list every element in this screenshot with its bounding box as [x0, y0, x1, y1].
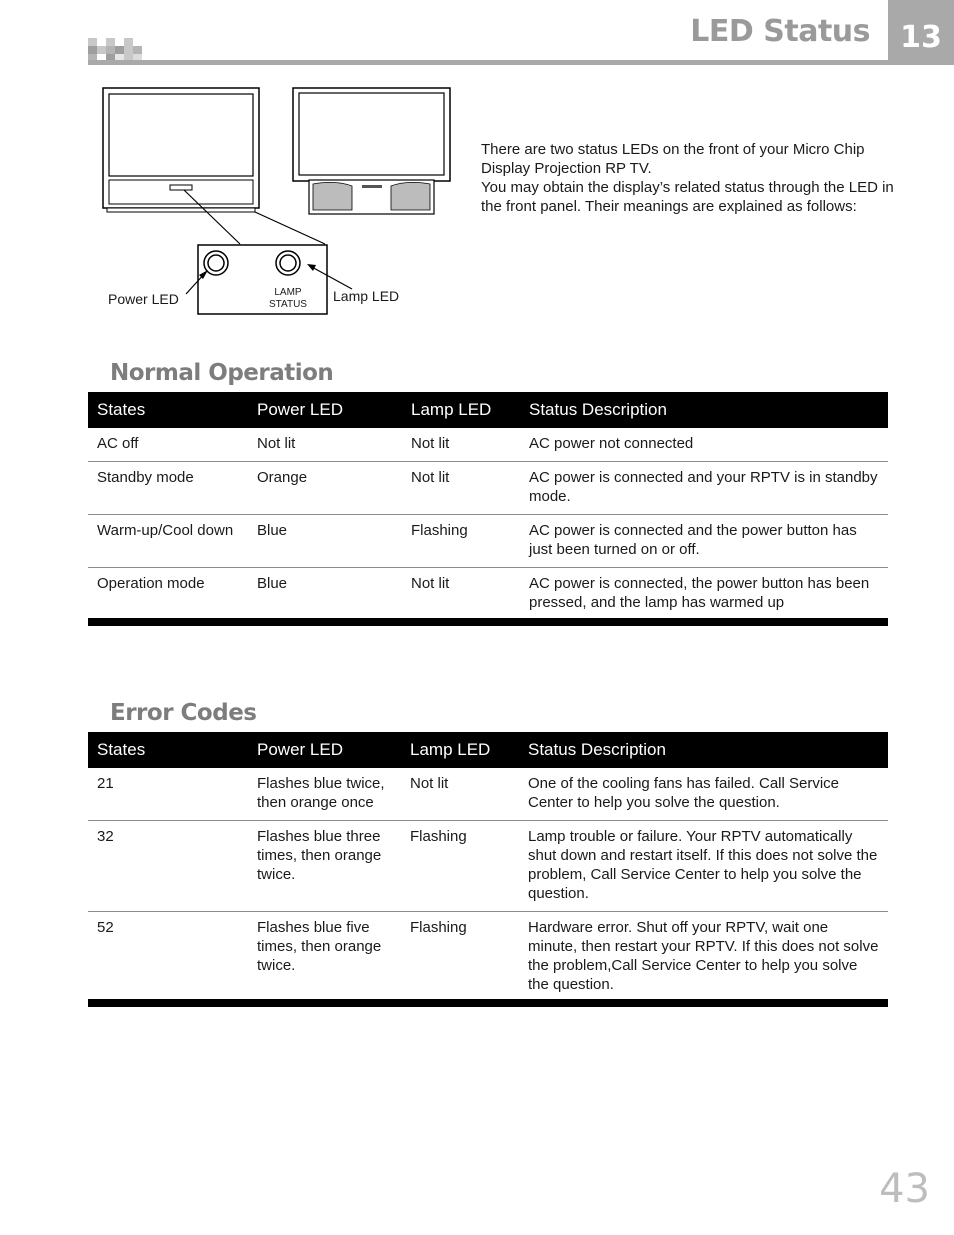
header-lamp-led: Lamp LED — [402, 392, 520, 428]
header-states: States — [88, 392, 248, 428]
lamp-status-line1: LAMP — [274, 287, 302, 298]
header-power-led: Power LED — [248, 732, 401, 768]
cell-power-led: Flashes blue five times, then orange twice. — [257, 919, 382, 974]
cell-description: One of the cooling fans has failed. Call Service Center to help you solve the question. — [519, 768, 888, 821]
cell-lamp-led: Not lit — [402, 428, 520, 462]
intro-paragraph-2: You may obtain the display’s related status through the LED in the front panel. Their meanings are explained as follows: — [481, 179, 894, 215]
cell-power-led: Orange — [248, 462, 402, 515]
cell-power-led: Blue — [248, 515, 402, 568]
tv-front-screen — [109, 94, 253, 176]
checker-cell — [124, 38, 133, 46]
intro-text — [481, 140, 901, 216]
tv-side-screen — [299, 93, 444, 175]
tv-front-panel — [109, 180, 253, 204]
checker-cell — [106, 46, 115, 54]
cell-description: AC power is connected and your RPTV is in standby mode. — [520, 462, 888, 515]
cell-power-led: Blue — [257, 575, 288, 592]
page-number: 43 — [879, 1166, 930, 1212]
table-row — [88, 768, 888, 821]
header-status-description: Status Description — [520, 392, 888, 428]
checker-cell — [97, 46, 106, 54]
cell-power-led: Flashes blue three times, then orange twice. — [248, 821, 401, 912]
cell-state: AC off — [88, 428, 248, 462]
chapter-number-badge: 13 — [888, 0, 954, 65]
table-row — [88, 515, 888, 568]
tv-left-speaker-grille — [313, 182, 352, 210]
tv-right-speaker-grille — [391, 182, 430, 210]
cell-description: AC power is connected and the power button has just been turned on or off. — [520, 515, 888, 568]
checker-cell — [106, 38, 115, 46]
lamp-led-lens — [280, 255, 296, 271]
header-power-led: Power LED — [248, 392, 402, 428]
table-row — [88, 568, 888, 621]
cell-lamp-led: Flashing — [410, 919, 467, 936]
cell-description: Hardware error. Shut off your RPTV, wait one minute, then restart your RPTV. If this does not solve the problem,Call Service Center to help you solve the question. — [528, 919, 879, 993]
lamp-status-label — [260, 287, 316, 311]
checker-cell — [115, 46, 124, 54]
cell-state: Warm-up/Cool down — [88, 515, 248, 568]
tv-front-led-strip — [170, 185, 192, 190]
header-rule — [88, 60, 954, 65]
normal-operation-table — [88, 392, 888, 620]
header-checker-pattern — [88, 38, 142, 62]
normal-operation-table-bottom-rule — [88, 618, 888, 626]
cell-lamp-led: Not lit — [402, 462, 520, 515]
error-codes-table-bottom-rule — [88, 999, 888, 1007]
header-status-description: Status Description — [519, 732, 888, 768]
cell-lamp-led: Not lit — [411, 575, 450, 592]
table-row — [88, 912, 888, 1003]
cell-lamp-led: Flashing — [401, 821, 519, 912]
checker-cell — [97, 38, 106, 46]
cell-power-led: Flashes blue twice, then orange once — [248, 768, 401, 821]
cell-state: 52 — [97, 919, 114, 936]
error-codes-title: Error Codes — [110, 700, 257, 726]
checker-cell — [124, 46, 133, 54]
power-led-lens — [208, 255, 224, 271]
table-row — [88, 462, 888, 515]
checker-cell — [133, 38, 142, 46]
normal-operation-title: Normal Operation — [110, 360, 334, 386]
leader-line-right — [255, 212, 325, 244]
header-states: States — [88, 732, 248, 768]
lamp-led-label: Lamp LED — [333, 288, 400, 304]
cell-state: 32 — [88, 821, 248, 912]
table-row — [88, 821, 888, 912]
header-lamp-led: Lamp LED — [401, 732, 519, 768]
checker-cell — [133, 46, 142, 54]
cell-state: Operation mode — [97, 575, 205, 592]
cell-description: Lamp trouble or failure. Your RPTV automatically shut down and restart itself. If this does not solve the problem, Call Service Center to help you solve the question. — [519, 821, 888, 912]
checker-cell — [88, 46, 97, 54]
tv-led-diagram — [100, 84, 460, 324]
cell-state: 21 — [88, 768, 248, 821]
table-header-row — [88, 392, 888, 428]
lamp-status-line2: STATUS — [269, 299, 307, 310]
table-row — [88, 428, 888, 462]
intro-paragraph-1: There are two status LEDs on the front of your Micro Chip Display Projection RP TV. — [481, 141, 865, 177]
checker-cell — [115, 38, 124, 46]
error-codes-table — [88, 732, 888, 1002]
page-title: LED Status — [690, 14, 870, 49]
table-header-row — [88, 732, 888, 768]
cell-description: AC power not connected — [520, 428, 888, 462]
cell-state: Standby mode — [88, 462, 248, 515]
cell-lamp-led: Flashing — [402, 515, 520, 568]
cell-lamp-led: Not lit — [401, 768, 519, 821]
tv-front-base — [107, 208, 255, 212]
power-led-label: Power LED — [108, 291, 179, 307]
cell-description: AC power is connected, the power button has been pressed, and the lamp has warmed up — [529, 575, 870, 611]
checker-cell — [88, 38, 97, 46]
tv-side-logo — [362, 185, 382, 188]
cell-power-led: Not lit — [248, 428, 402, 462]
